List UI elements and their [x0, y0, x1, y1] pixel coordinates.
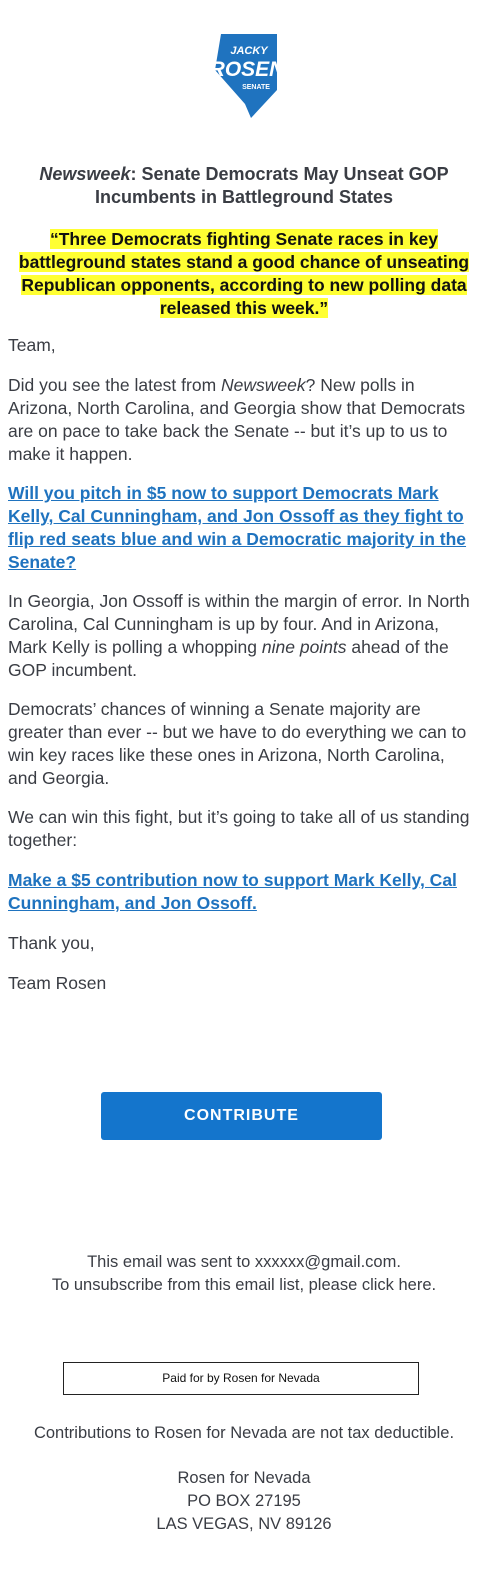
donate-link-1[interactable]: Will you pitch in $5 now to support Democrats Mark Kelly, Cal Cunningham, and Jon Ossoff as they fight to flip red seats blue and win a Democratic majority in the Senate?	[8, 483, 467, 572]
newsweek-ref: Newsweek	[221, 375, 306, 395]
po-box: PO BOX 27195	[187, 1492, 301, 1510]
thanks: Thank you,	[8, 933, 95, 953]
paid-for-box: Paid for by Rosen for Nevada	[63, 1362, 419, 1395]
city-address: LAS VEGAS, NV 89126	[156, 1515, 332, 1533]
quote-text: “Three Democrats fighting Senate races in key battleground states stand a good chance of unseating Republican opponents, according to new polling data released this week.”	[18, 229, 470, 318]
svg-text:JACKY: JACKY	[230, 45, 268, 57]
svg-text:ROSEN: ROSEN	[211, 58, 281, 81]
org-name: Rosen for Nevada	[177, 1469, 311, 1487]
headline	[20, 163, 468, 209]
svg-text:SENATE: SENATE	[242, 84, 270, 91]
headline-source: Newsweek	[39, 164, 131, 184]
greeting: Team,	[8, 335, 56, 355]
contribute-button[interactable]: CONTRIBUTE	[101, 1092, 382, 1140]
unsubscribe-text[interactable]: To unsubscribe from this email list, please click here.	[51, 1276, 437, 1294]
paragraph-4: We can win this fight, but it’s going to take all of us standing together:	[8, 807, 470, 850]
signoff: Team Rosen	[8, 973, 107, 993]
nevada-shape-icon	[211, 30, 281, 120]
paragraph-link-2	[8, 869, 478, 915]
paragraph-3: Democrats’ chances of winning a Senate majority are greater than ever -- but we have to do everything we can to win key races like these ones in Arizona, North Carolina, and Georgia.	[8, 699, 467, 788]
nine-points: nine points	[261, 637, 347, 657]
highlighted-quote	[10, 228, 478, 320]
rosen-logo	[211, 30, 281, 120]
sent-to-text: This email was sent to xxxxxx@gmail.com.	[87, 1253, 401, 1271]
donate-link-2[interactable]: Make a $5 contribution now to support Mark Kelly, Cal Cunningham, and Jon Ossoff.	[8, 870, 457, 913]
paragraph-2: In Georgia, Jon Ossoff is within the margin of error. In North Carolina, Cal Cunningham is up by four. And in Arizona, Mark Kelly is polling a whopping nine points ahead of the GOP incumbent.	[8, 591, 470, 680]
tax-disclaimer: Contributions to Rosen for Nevada are not tax deductible.	[33, 1424, 455, 1442]
paragraph-link-1	[8, 482, 478, 574]
headline-text: : Senate Democrats May Unseat GOP Incumbents in Battleground States	[94, 164, 449, 207]
paragraph-1: Did you see the latest from Newsweek? New polls in Arizona, North Carolina, and Georgia show that Democrats are on pace to take back the Senate -- but it’s up to us to make it happen.	[8, 375, 466, 464]
